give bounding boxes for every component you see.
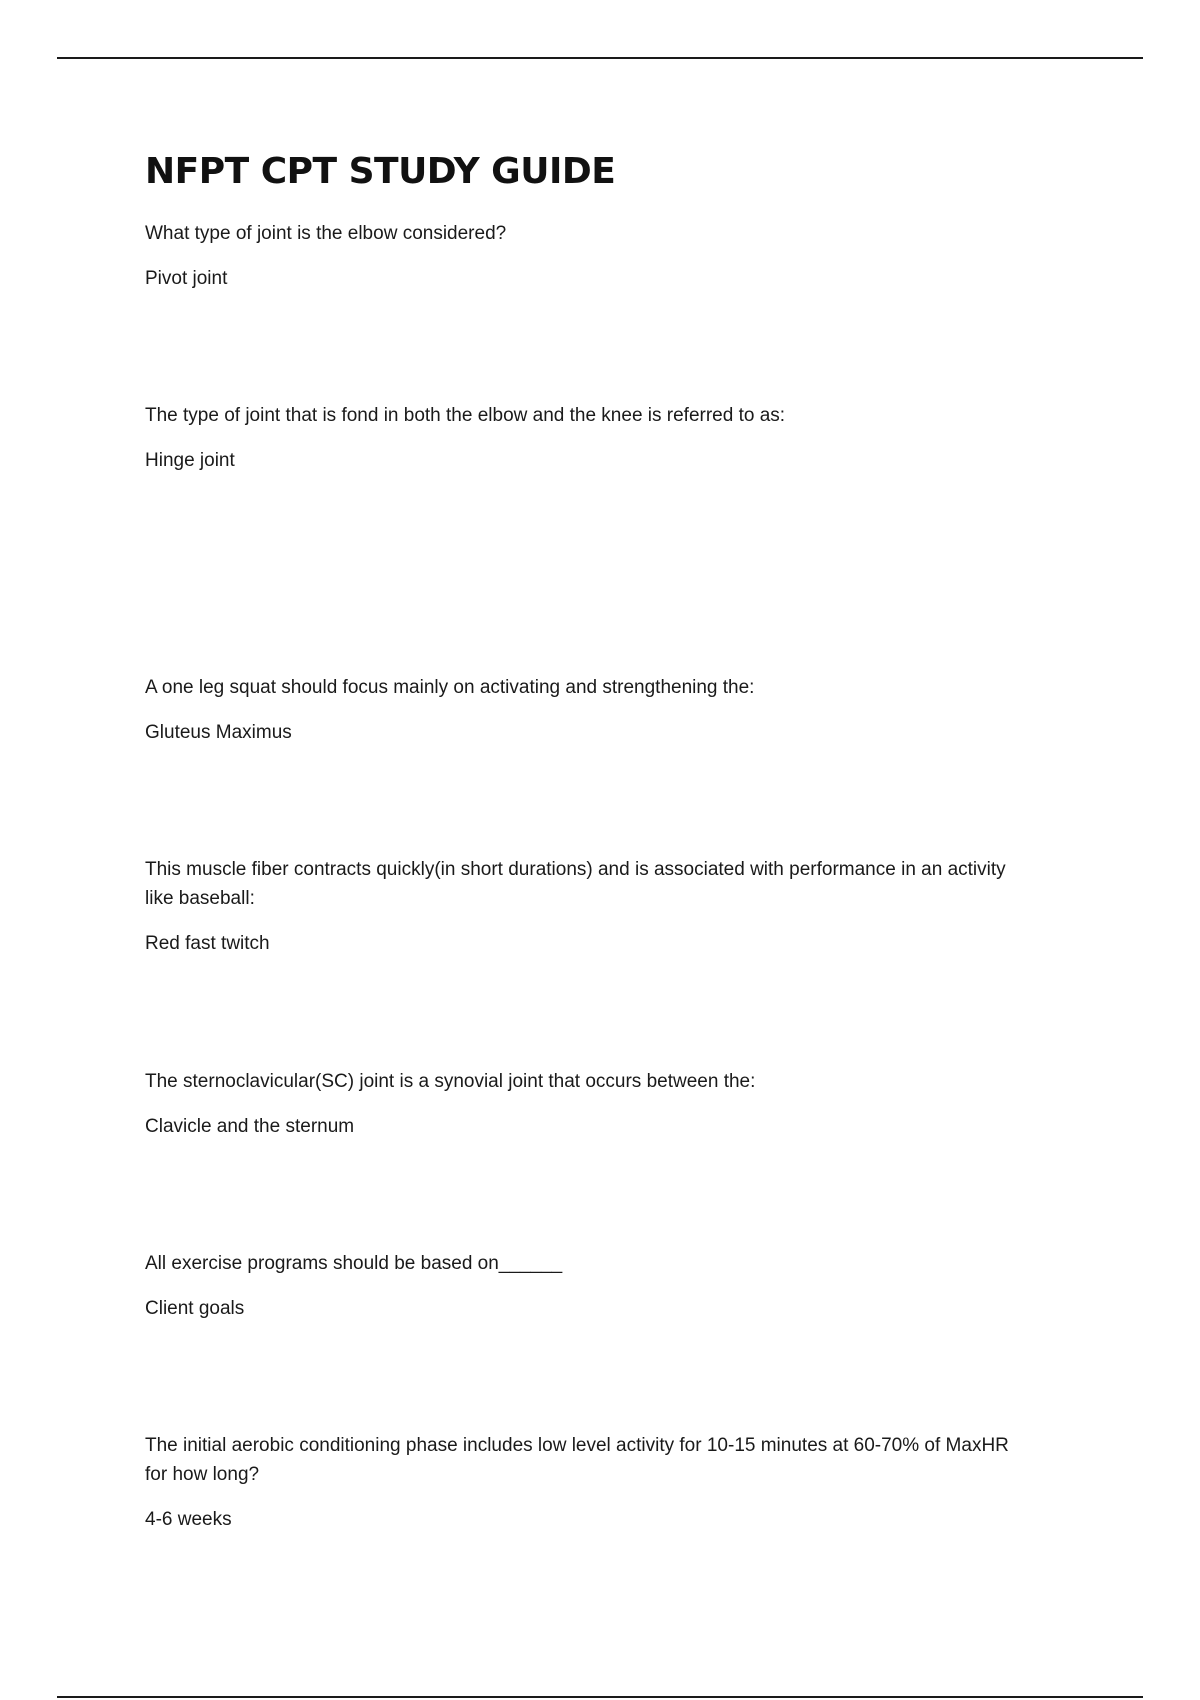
qa-item [145, 1249, 1025, 1323]
answer-text: Red fast twitch [145, 933, 270, 954]
answer-text: 4-6 weeks [145, 1509, 232, 1530]
question-text: The type of joint that is fond in both the elbow and the knee is referred to as: [145, 405, 786, 426]
question-text: All exercise programs should be based on______ [145, 1253, 563, 1274]
qa-item [145, 1067, 1025, 1141]
answer-text: Clavicle and the sternum [145, 1116, 355, 1137]
answer-text: Pivot joint [145, 268, 228, 289]
answer-text: Gluteus Maximus [145, 722, 292, 743]
document-title: NFPT CPT STUDY GUIDE [145, 151, 616, 192]
qa-item [145, 401, 1025, 475]
qa-item [145, 855, 1025, 958]
qa-item [145, 1431, 1025, 1534]
question-text: What type of joint is the elbow considered? [145, 223, 507, 244]
question-text: This muscle fiber contracts quickly(in short durations) and is associated with performance in an activity like baseball: [145, 859, 1006, 909]
footer-rule [57, 1696, 1143, 1698]
question-text: The initial aerobic conditioning phase includes low level activity for 10-15 minutes at 60-70% of MaxHR for how long? [145, 1435, 1009, 1485]
question-text: A one leg squat should focus mainly on activating and strengthening the: [145, 677, 755, 698]
header-rule [57, 57, 1143, 59]
qa-item [145, 673, 1025, 747]
question-text: The sternoclavicular(SC) joint is a synovial joint that occurs between the: [145, 1071, 756, 1092]
answer-text: Hinge joint [145, 450, 235, 471]
qa-item [145, 219, 1025, 293]
answer-text: Client goals [145, 1298, 245, 1319]
